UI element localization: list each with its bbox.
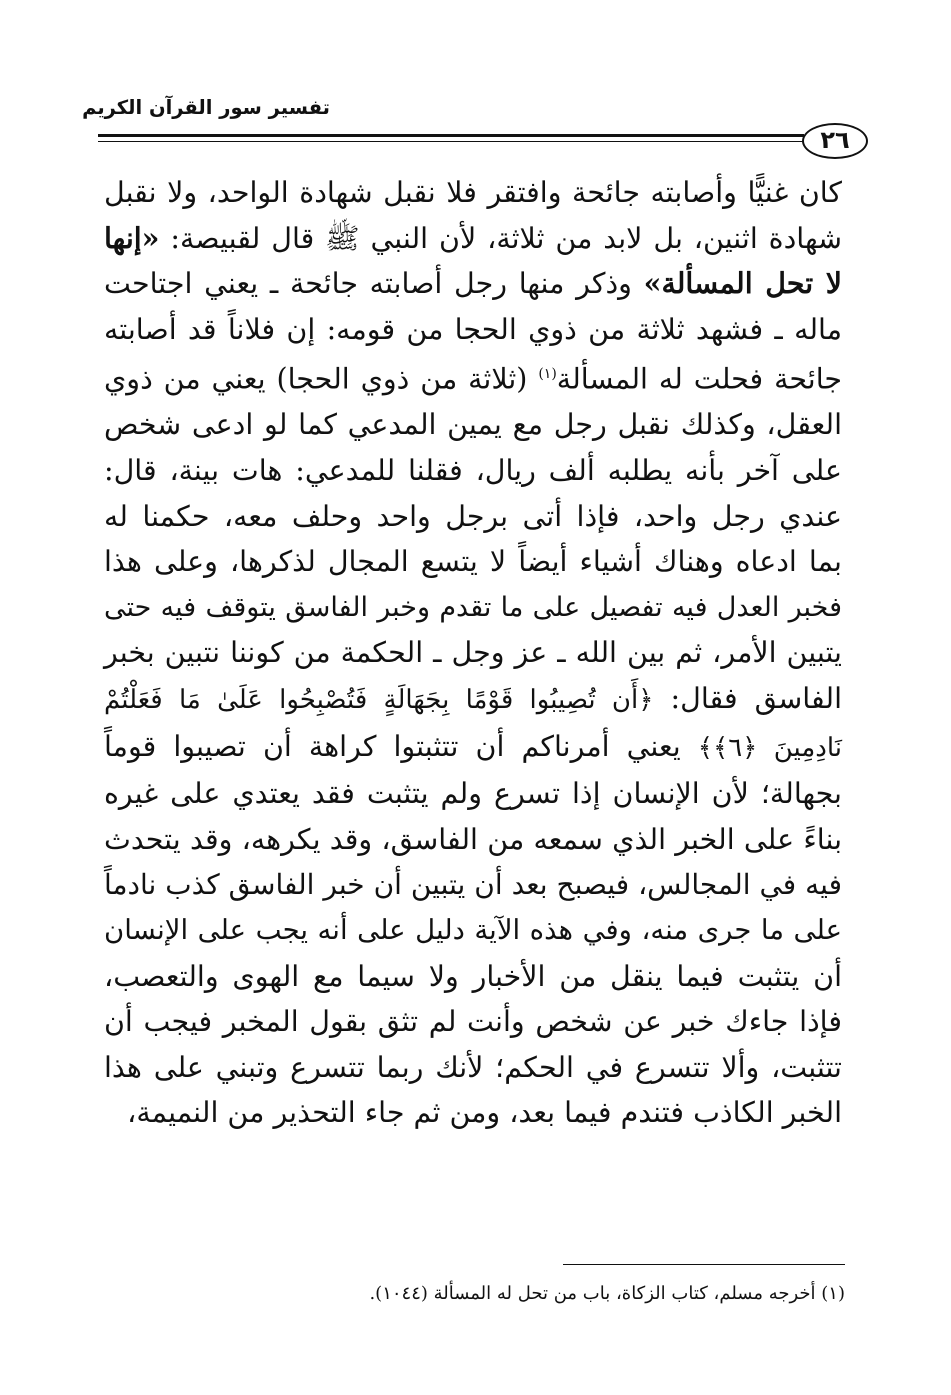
running-title: تفسير سور القرآن الكريم (82, 96, 330, 119)
quran-verse: ﴿أَن تُصِيبُوا قَوْمًا بِجَهَالَةٍ فَتُصْبِحُوا عَلَىٰ مَا فَعَلْتُمْ (104, 685, 654, 716)
text-line: ماله ـ فشهد ثلاثة من ذوي الحجا من قومه: إن فلاناً قد أصابته (104, 312, 842, 346)
text-line: كان غنيًّا وأصابته جائحة وافتقر فلا نقبل شهادة الواحد، ولا نقبل (104, 176, 842, 209)
text-line: نَادِمِينَ ﴿٦﴾﴾ يعني أمرناكم أن تتثبتوا كراهة أن تصيبوا قوماً (104, 729, 842, 763)
text-line: فإذا جاءك خبر عن شخص وأنت لم تثق بقول المخبر فيجب أن (104, 1005, 842, 1039)
text-line: عندي رجل واحد، فإذا أتى برجل واحد وحلف معه، حكمنا له (104, 499, 842, 533)
body-text (104, 170, 842, 1136)
text-line: على ما جرى منه، وفي هذه الآية دليل على أنه يجب على الإنسان (104, 914, 842, 946)
hadith-quote: «إنها (104, 220, 160, 255)
text-line: بما ادعاه وهناك أشياء أيضاً لا يتسع المجال لذكرها، وعلى هذا (104, 545, 842, 579)
text-line: على آخر بأنه يطلبه ألف ريال، فقلنا للمدعي: هات بينة، قال: (104, 454, 842, 488)
footnote-divider (563, 1264, 845, 1265)
text-line: بجهالة؛ لأن الإنسان إذا تسرع ولم يتثبت فقد يعتدي على غيره (104, 777, 842, 811)
text-line: بناءً على الخبر الذي سمعه من الفاسق، وقد يكرهه، وقد يتحدث (104, 822, 842, 856)
text-line: الفاسق فقال: ﴿أَن تُصِيبُوا قَوْمًا بِجَهَالَةٍ فَتُصْبِحُوا عَلَىٰ مَا فَعَلْتُمْ (104, 682, 842, 716)
header-rule-thin (98, 141, 804, 142)
text-line: فخبر العدل فيه تفصيل على ما تقدم وخبر الفاسق يتوقف فيه حتى (104, 591, 842, 623)
text-line: جائحة فحلت له المسألة$^{(١)}$ (ثلاثة من ذوي الحجا) يعني من ذوي (104, 362, 842, 396)
text-line: العقل، وكذلك نقبل رجل مع يمين المدعي كما لو ادعى شخص (104, 408, 842, 442)
page-number-badge: ٢٦ (802, 123, 868, 159)
footnote: (١) أخرجه مسلم، كتاب الزكاة، باب من تحل له المسألة (١٠٤٤). (369, 1283, 845, 1304)
header-rule-thick (98, 134, 804, 137)
text-line: شهادة اثنين، بل لابد من ثلاثة، لأن النبي ﷺ قال لقبيصة: «إنها (104, 220, 842, 255)
text-line: الخبر الكاذب فتندم فيما بعد، ومن ثم جاء التحذير من النميمة، (127, 1096, 842, 1130)
hadith-quote: لا تحل المسألة» (643, 266, 842, 301)
text-line: فيه في المجالس، فيصبح بعد أن يتبين أن خبر الفاسق كذب نادماً (104, 868, 842, 902)
footnote-marker: (١) (538, 366, 557, 383)
text-line: لا تحل المسألة» وذكر منها رجل أصابته جائحة ـ يعني اجتاحت (104, 266, 842, 301)
text-line: أن يتثبت فيما ينقل من الأخبار ولا سيما مع الهوى والتعصب، (104, 959, 842, 993)
quran-verse: نَادِمِينَ ﴿٦﴾﴾ (697, 732, 842, 763)
text-line: تتثبت، وألا تتسرع في الحكم؛ لأنك ربما تتسرع وتبني على هذا (104, 1050, 842, 1084)
text-line: يتبين الأمر، ثم بين الله ـ عز وجل ـ الحكمة من كوننا نتبين بخبر (104, 636, 842, 670)
